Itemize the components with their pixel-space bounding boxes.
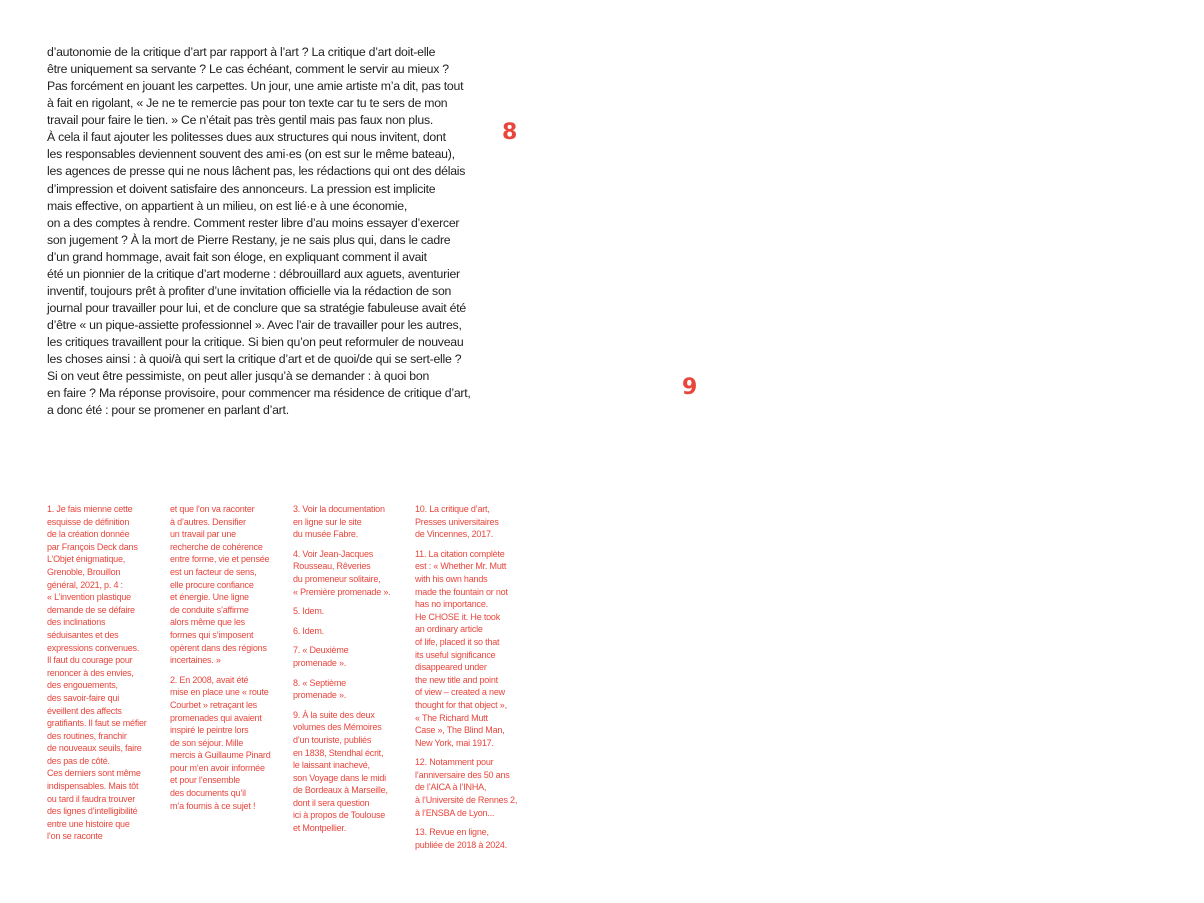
footnote-line: et pour l’ensemble	[170, 775, 240, 786]
footnote-line: Ces derniers sont même	[47, 768, 141, 779]
footnote-line: promenade ».	[293, 690, 347, 701]
footnote-line: est : « Whether Mr. Mutt	[415, 561, 507, 572]
footnote-line: « Première promenade ».	[293, 586, 391, 597]
footnote-line: 5. Idem.	[293, 606, 324, 617]
footnote-line: des pas de côté.	[47, 755, 110, 766]
footnote-line: séduisantes et des	[47, 629, 119, 640]
body-text-line: d’impression et doivent satisfaire des annonceurs. La pression est implicite	[47, 181, 436, 196]
footnote	[293, 548, 413, 598]
footnote-line: Grenoble, Brouillon	[47, 566, 121, 577]
footnote-line: des inclinations	[47, 617, 106, 628]
footnote-line: entre une histoire que	[47, 818, 130, 829]
page-number-left: 8	[502, 120, 518, 145]
footnote-line: recherche de cohérence	[170, 541, 263, 552]
body-text-line: Si on veut être pessimiste, on peut aller jusqu’à se demander : à quoi bon	[47, 369, 430, 384]
footnote	[293, 709, 413, 835]
footnote-line: un travail par une	[170, 529, 236, 540]
footnotes-column-2	[170, 503, 290, 819]
footnote-line: en 1838, Stendhal écrit,	[293, 747, 384, 758]
footnote-line: à d’autres. Densifier	[170, 516, 246, 527]
footnote-line: ici à propos de Toulouse	[293, 810, 386, 821]
footnote-line: inspiré le peintre lors	[170, 725, 249, 736]
body-text	[47, 44, 472, 419]
footnotes-column-1	[47, 503, 167, 843]
body-text-line: on a des comptes à rendre. Comment rester libre d’au moins essayer d’exercer	[47, 215, 460, 230]
footnote-line: 9. À la suite des deux	[293, 709, 375, 720]
footnote-line: elle procure confiance	[170, 579, 254, 590]
footnote-line: demande de se défaire	[47, 604, 135, 615]
footnote-line: 13. Revue en ligne,	[415, 827, 489, 838]
footnote-line: its useful significance	[415, 649, 496, 660]
footnote-line: du musée Fabre.	[293, 529, 359, 540]
footnote	[170, 674, 290, 813]
footnote-line: expressions convenues.	[47, 642, 140, 653]
body-text-line: d’autonomie de la critique d’art par rapport à l’art ? La critique d’art doit-elle	[47, 45, 436, 59]
footnote-line: mise en place une « route	[170, 687, 269, 698]
footnote-line: 2. En 2008, avait été	[170, 674, 249, 685]
footnote-line: l’anniversaire des 50 ans	[415, 769, 510, 780]
body-text-line: les choses ainsi : à quoi/à qui sert la critique d’art et de quoi/de qui se sert-elle ?	[47, 352, 462, 367]
footnote-line: opèrent dans des régions	[170, 642, 267, 653]
footnote	[293, 625, 413, 638]
footnote-line: est un facteur de sens,	[170, 566, 257, 577]
footnote-line: 3. Voir la documentation	[293, 504, 385, 514]
footnote-line: renoncer à des envies,	[47, 667, 134, 678]
footnote-line: éveillent des affects	[47, 705, 122, 716]
footnote-line: formes qui s’imposent	[170, 629, 254, 640]
footnote-line: de la création donnée	[47, 529, 130, 540]
body-text-line: travail pour faire le tien. » Ce n’était pas très gentil mais pas faux non plus.	[47, 113, 434, 128]
body-text-line: les critiques travaillent pour la critique. Si bien qu’on peut reformuler de nouveau	[47, 335, 464, 350]
footnote-line: the new title and point	[415, 674, 498, 685]
footnote-line: général, 2021, p. 4 :	[47, 579, 123, 590]
footnote-line: mercis à Guillaume Pinard	[170, 750, 271, 761]
body-text-line: mais effective, on appartient à un milieu, on est lié·e à une économie,	[47, 198, 408, 213]
footnote-line: m’a fournis à ce sujet !	[170, 800, 256, 811]
body-text-line: les responsables deviennent souvent des ami·es (on est sur le même bateau),	[47, 147, 455, 162]
footnote-line: des savoir-faire qui	[47, 692, 120, 703]
footnote	[415, 503, 535, 541]
footnote-line: 6. Idem.	[293, 625, 324, 636]
footnote	[293, 605, 413, 618]
footnote-line: esquisse de définition	[47, 516, 130, 527]
body-text-line: Pas forcément en jouant les carpettes. Un jour, une amie artiste m’a dit, pas tout	[47, 79, 464, 94]
footnote-line: des routines, franchir	[47, 730, 127, 741]
footnote-line: et que l’on va raconter	[170, 504, 255, 514]
body-text-line: d’être « un pique-assiette professionnel ». Avec l’air de travailler pour les autres,	[47, 318, 462, 332]
footnote-line: de nouveaux seuils, faire	[47, 743, 142, 754]
footnote-line: « L’invention plastique	[47, 592, 131, 603]
footnote-line: publiée de 2018 à 2024.	[415, 839, 507, 850]
footnote-line: disappeared under	[415, 662, 487, 673]
footnote	[170, 503, 290, 667]
footnote-line: made the fountain or not	[415, 586, 508, 597]
footnote-line: New York, mai 1917.	[415, 737, 494, 748]
body-text-line: être uniquement sa servante ? Le cas échéant, comment le servir au mieux ?	[47, 62, 449, 77]
footnote-line: d’un touriste, publiés	[293, 734, 372, 745]
footnote-line: Presses universitaires	[415, 516, 499, 527]
footnote-line: à l’ENSBA de Lyon...	[415, 807, 495, 818]
footnote-line: dont il sera question	[293, 797, 370, 808]
footnote-line: Rousseau, Rêveries	[293, 561, 371, 572]
footnote-line: with his own hands	[415, 573, 488, 584]
footnote-line: des lignes d’intelligibilité	[47, 806, 138, 817]
footnote-line: l’on se raconte	[47, 831, 103, 842]
footnote-line: pour m’en avoir informée	[170, 762, 265, 773]
footnote-line: 7. « Deuxième	[293, 645, 349, 656]
body-text-line: son jugement ? À la mort de Pierre Restany, je ne sais plus qui, dans le cadre	[47, 232, 451, 247]
footnote-line: has no importance.	[415, 599, 488, 610]
footnote-line: of view – created a new	[415, 687, 505, 698]
body-text-line: les agences de presse qui ne nous lâchent pas, les rédactions qui ont des délais	[47, 164, 466, 179]
footnote-line: de l’AICA à l’INHA,	[415, 782, 487, 793]
footnote	[415, 756, 535, 819]
footnote-line: promenade ».	[293, 657, 347, 668]
footnote-line: de conduite s’affirme	[170, 604, 249, 615]
footnote	[415, 826, 535, 851]
footnote	[415, 548, 535, 750]
footnote-line: Il faut du courage pour	[47, 655, 133, 666]
footnote	[293, 677, 413, 702]
footnote-line: of life, placed it so that	[415, 636, 500, 647]
footnote-line: 1. Je fais mienne cette	[47, 504, 133, 514]
footnote-line: 4. Voir Jean-Jacques	[293, 548, 374, 559]
footnote-line: des documents qu’il	[170, 788, 246, 799]
footnote-line: thought for that object »,	[415, 699, 507, 710]
footnote-line: an ordinary article	[415, 624, 483, 635]
footnote-line: le laissant inachevé,	[293, 760, 370, 771]
body-text-line: été un pionnier de la critique d’art moderne : débrouillard aux aguets, aventurier	[47, 266, 460, 281]
footnote-line: promenades qui avaient	[170, 712, 262, 723]
footnote-line: Case », The Blind Man,	[415, 725, 505, 736]
footnote-line: Courbet » retraçant les	[170, 699, 257, 710]
footnote	[293, 503, 413, 541]
footnote-line: « The Richard Mutt	[415, 712, 488, 723]
body-text-line: en faire ? Ma réponse provisoire, pour commencer ma résidence de critique d’art,	[47, 386, 471, 401]
footnotes-column-4	[415, 503, 535, 858]
body-text-line: inventif, toujours prêt à profiter d’une invitation officielle via la rédaction de son	[47, 283, 452, 298]
footnote-line: de son séjour. Mille	[170, 737, 244, 748]
footnote-line: des engouements,	[47, 680, 118, 691]
footnote-line: en ligne sur le site	[293, 516, 362, 527]
body-text-line: a donc été : pour se promener en parlant d’art.	[47, 403, 289, 418]
footnote-line: He CHOSE it. He took	[415, 611, 501, 622]
footnote-line: de Vincennes, 2017.	[415, 529, 494, 540]
footnote-line: alors même que les	[170, 617, 245, 628]
footnote-line: incertaines. »	[170, 655, 221, 666]
footnote-line: et énergie. Une ligne	[170, 592, 249, 603]
footnote	[293, 644, 413, 669]
footnote-line: ou tard il faudra trouver	[47, 793, 136, 804]
footnote-line: entre forme, vie et pensée	[170, 554, 270, 565]
page-number-right: 9	[682, 375, 698, 400]
footnote-line: 12. Notamment pour	[415, 757, 494, 768]
footnote-line: du promeneur solitaire,	[293, 573, 381, 584]
footnote-line: volumes des Mémoires	[293, 722, 382, 733]
footnote-line: à l’Université de Rennes 2,	[415, 795, 518, 806]
body-text-line: journal pour travailler pour lui, et de conclure que sa stratégie fabuleuse avait été	[47, 300, 466, 315]
body-text-line: d’un grand hommage, avait fait son éloge, en expliquant comment il avait	[47, 249, 427, 264]
body-text-line: à fait en rigolant, « Je ne te remercie pas pour ton texte car tu te sers de mon	[47, 96, 448, 111]
footnote-line: de Bordeaux à Marseille,	[293, 785, 388, 796]
footnote-line: par François Deck dans	[47, 541, 138, 552]
footnotes-column-3	[293, 503, 413, 842]
footnote-line: 11. La citation complète	[415, 548, 505, 559]
body-text-line: À cela il faut ajouter les politesses dues aux structures qui nous invitent, dont	[47, 130, 446, 145]
footnote-line: son Voyage dans le midi	[293, 772, 386, 783]
footnote-line: gratifiants. Il faut se méfier	[47, 718, 147, 729]
footnote-line: 8. « Septième	[293, 677, 346, 688]
footnote-line: indispensables. Mais tôt	[47, 781, 139, 792]
footnote-line: L’Objet énigmatique,	[47, 554, 126, 565]
footnote-line: et Montpellier.	[293, 823, 347, 834]
footnote-line: 10. La critique d’art,	[415, 504, 490, 514]
